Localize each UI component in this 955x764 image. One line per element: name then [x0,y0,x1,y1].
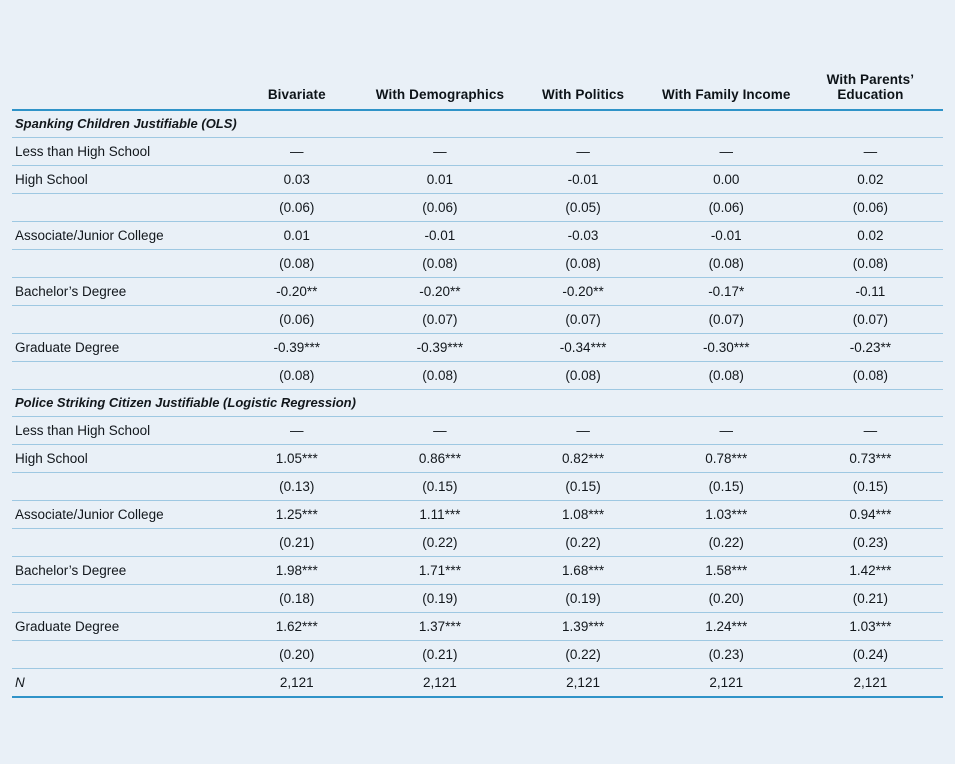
table-row [12,417,943,445]
cell-value: -0.20** [368,278,511,306]
cell-value: — [368,138,511,166]
cell-se: (0.07) [798,306,943,334]
cell-se: (0.08) [368,250,511,278]
cell-se: (0.21) [225,529,368,557]
cell-se: (0.08) [368,362,511,390]
cell-value: 1.08*** [512,501,655,529]
cell-n: 2,121 [798,669,943,698]
row-label: Less than High School [12,138,225,166]
cell-se: (0.18) [225,585,368,613]
cell-value: — [225,138,368,166]
cell-se: (0.15) [798,473,943,501]
table-row-se [12,641,943,669]
table-row [12,166,943,194]
cell-value: 0.00 [655,166,798,194]
cell-value: 0.02 [798,166,943,194]
cell-se: (0.06) [225,306,368,334]
panel-title-row [12,390,943,417]
cell-value: -0.30*** [655,334,798,362]
cell-value: -0.23** [798,334,943,362]
cell-se: (0.07) [512,306,655,334]
cell-value: 0.02 [798,222,943,250]
cell-se: (0.23) [798,529,943,557]
cell-value: 1.05*** [225,445,368,473]
cell-value: -0.11 [798,278,943,306]
cell-value: 1.03*** [655,501,798,529]
row-label-se [12,194,225,222]
cell-se: (0.15) [655,473,798,501]
cell-se: (0.06) [368,194,511,222]
cell-value: -0.01 [512,166,655,194]
table-row [12,501,943,529]
cell-value: 0.82*** [512,445,655,473]
cell-value: -0.34*** [512,334,655,362]
cell-n: 2,121 [512,669,655,698]
cell-se: (0.22) [655,529,798,557]
cell-value: -0.20** [225,278,368,306]
cell-se: (0.08) [225,362,368,390]
table-row-se [12,362,943,390]
row-label: Associate/Junior College [12,501,225,529]
cell-se: (0.24) [798,641,943,669]
row-label-se [12,306,225,334]
row-label-n: N [12,669,225,698]
cell-value: -0.39*** [225,334,368,362]
cell-n: 2,121 [225,669,368,698]
table-row-n [12,669,943,698]
cell-se: (0.08) [655,250,798,278]
cell-value: 1.62*** [225,613,368,641]
column-header-with-politics: With Politics [512,72,655,110]
cell-se: (0.23) [655,641,798,669]
row-label-se [12,362,225,390]
panel-title-spanking: Spanking Children Justifiable (OLS) [12,110,943,138]
cell-value: — [225,417,368,445]
cell-value: 0.03 [225,166,368,194]
cell-n: 2,121 [368,669,511,698]
row-label-se [12,250,225,278]
cell-value: 1.24*** [655,613,798,641]
cell-se: (0.15) [512,473,655,501]
table-row [12,445,943,473]
column-header-with-parents-education: With Parents’ Education [798,72,943,110]
cell-se: (0.21) [798,585,943,613]
header-row [12,72,943,110]
cell-value: 1.03*** [798,613,943,641]
table-header [12,72,943,110]
cell-value: 1.71*** [368,557,511,585]
row-label: Graduate Degree [12,613,225,641]
row-label-se [12,473,225,501]
panel-title-police: Police Striking Citizen Justifiable (Logistic Regression) [12,390,943,417]
cell-value: 0.01 [368,166,511,194]
cell-se: (0.20) [655,585,798,613]
cell-se: (0.06) [655,194,798,222]
cell-value: -0.03 [512,222,655,250]
row-label: Bachelor’s Degree [12,557,225,585]
cell-value: 1.11*** [368,501,511,529]
cell-value: — [512,138,655,166]
cell-value: -0.17* [655,278,798,306]
row-label: Bachelor’s Degree [12,278,225,306]
cell-se: (0.20) [225,641,368,669]
cell-value: 0.78*** [655,445,798,473]
cell-se: (0.13) [225,473,368,501]
cell-value: — [368,417,511,445]
row-label: High School [12,445,225,473]
cell-value: 1.25*** [225,501,368,529]
cell-se: (0.06) [798,194,943,222]
cell-se: (0.08) [798,362,943,390]
column-header-blank [12,72,225,110]
cell-se: (0.06) [225,194,368,222]
row-label: Associate/Junior College [12,222,225,250]
cell-value: — [655,138,798,166]
statistics-table [12,72,943,698]
cell-se: (0.19) [512,585,655,613]
cell-se: (0.22) [512,529,655,557]
cell-se: (0.22) [512,641,655,669]
cell-value: 0.86*** [368,445,511,473]
row-label: Less than High School [12,417,225,445]
table-body [12,110,943,697]
row-label-se [12,641,225,669]
table-row-se [12,194,943,222]
cell-value: — [512,417,655,445]
cell-se: (0.08) [512,362,655,390]
cell-se: (0.22) [368,529,511,557]
cell-se: (0.08) [798,250,943,278]
table-row-se [12,529,943,557]
cell-value: — [798,417,943,445]
table-row [12,557,943,585]
cell-se: (0.07) [655,306,798,334]
cell-se: (0.15) [368,473,511,501]
cell-value: 1.42*** [798,557,943,585]
cell-value: -0.01 [368,222,511,250]
row-label-se [12,529,225,557]
cell-n: 2,121 [655,669,798,698]
column-header-with-demographics: With Demographics [368,72,511,110]
cell-value: -0.01 [655,222,798,250]
row-label: High School [12,166,225,194]
cell-se: (0.08) [512,250,655,278]
cell-value: 1.98*** [225,557,368,585]
cell-se: (0.05) [512,194,655,222]
cell-se: (0.21) [368,641,511,669]
cell-value: — [798,138,943,166]
table-row [12,613,943,641]
column-header-bivariate: Bivariate [225,72,368,110]
table-row [12,278,943,306]
cell-se: (0.08) [655,362,798,390]
cell-value: 1.39*** [512,613,655,641]
cell-value: 1.58*** [655,557,798,585]
column-header-with-family-income: With Family Income [655,72,798,110]
cell-se: (0.19) [368,585,511,613]
cell-value: 1.68*** [512,557,655,585]
table-row [12,222,943,250]
table-row-se [12,250,943,278]
cell-value: -0.39*** [368,334,511,362]
panel-title-row [12,110,943,138]
cell-value: 0.01 [225,222,368,250]
table-row [12,138,943,166]
cell-value: 1.37*** [368,613,511,641]
cell-value: — [655,417,798,445]
cell-se: (0.07) [368,306,511,334]
table-row-se [12,473,943,501]
cell-value: 0.73*** [798,445,943,473]
cell-value: 0.94*** [798,501,943,529]
table-row-se [12,306,943,334]
row-label: Graduate Degree [12,334,225,362]
table-row [12,334,943,362]
cell-value: -0.20** [512,278,655,306]
table-row-se [12,585,943,613]
cell-se: (0.08) [225,250,368,278]
row-label-se [12,585,225,613]
